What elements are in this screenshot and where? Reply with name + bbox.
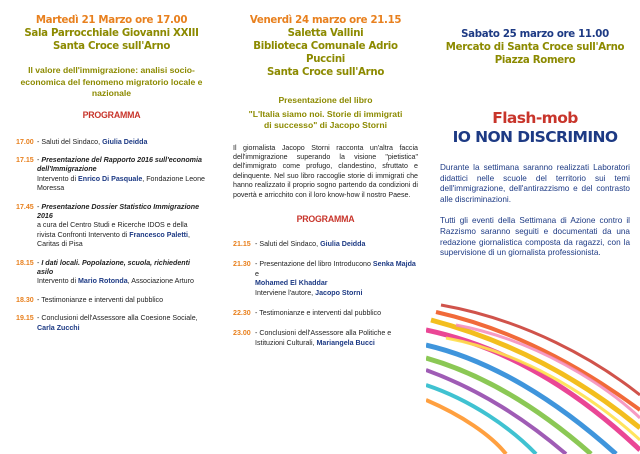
coverage-paragraph: Tutti gli eventi della Settimana di Azione contro il Razzismo saranno seguiti e documentati da una redazione giornalistica composta da ragazzi, con la supervisione di un giornalista professionista.: [440, 216, 630, 258]
programma-heading: PROGRAMMA: [82, 109, 141, 120]
event-square: Piazza Romero: [494, 55, 576, 66]
rainbow-ribbon-graphic: [426, 300, 640, 454]
event-venue-library: Biblioteca Comunale Adrio Puccini: [253, 41, 398, 65]
book-intro: Presentazione del libro: [278, 95, 373, 105]
programme-item: 19.15 - Conclusioni dell'Assessore alla Coesione Sociale, Carla Zucchi: [16, 314, 198, 332]
programme-item: 23.00 - Conclusioni dell'Assessore alla Politiche e Istituzioni Culturali, Mariangela Bucci: [233, 329, 392, 347]
event-date: Venerdì 24 marzo ore 21.15: [249, 15, 402, 26]
programme-item: 21.30 - Presentazione del libro Introducono Senka Majda e Mohamed El Khaddar Interviene l'autore, Jacopo Storni: [233, 260, 416, 297]
event-date: Martedì 21 Marzo ore 17.00: [35, 15, 188, 26]
programme-item: 22.30 - Testimonianze e interventi dal pubblico: [233, 308, 382, 317]
event-town: Santa Croce sull'Arno: [266, 67, 385, 78]
event-subtitle: Il valore dell'immigrazione: analisi socio-economica del fenomeno migratorio locale e nazionale: [20, 65, 203, 98]
workshops-paragraph: Durante la settimana saranno realizzati Laboratori didattici nelle scuole del territorio sui temi dell'immigrazione, dell'antirazzismo e del contrasto alle discriminazioni.: [440, 163, 630, 204]
column-tuesday: [0, 0, 213, 454]
programme-list: [233, 240, 418, 348]
event-venue: Mercato di Santa Croce sull'Arno: [445, 42, 625, 53]
programme-list: [16, 138, 207, 334]
programme-item: 17.00 - Saluti del Sindaco, Giulia Deidda: [16, 137, 148, 146]
flash-mob-title: Flash-mob: [492, 109, 578, 127]
programme-item: 21.15 - Saluti del Sindaco, Giulia Deidda: [233, 239, 366, 248]
event-date: Sabato 25 marzo ore 11.00: [461, 29, 609, 40]
programme-item: 18.15 - I dati locali. Popolazione, scuola, richiedenti asilo Intervento di Mario Rotonda, Associazione Arturo: [16, 258, 194, 286]
programme-item: 17.15 - Presentazione del Rapporto 2016 sull'economia dell'Immigrazione Intervento di Enrico Di Pasquale, Fondazione Leone Moressa: [16, 155, 205, 193]
programme-item: 17.45 - Presentazione Dossier Statistico Immigrazione 2016 a cura del Centro Studi e Ricerche IDOS e della rivista Confronti Intervento di Francesco Paletti, Caritas di Pisa: [16, 202, 200, 249]
programma-heading: PROGRAMMA: [296, 213, 355, 224]
book-title: "L'Italia siamo noi. Storie di immigrati di successo" di Jacopo Storni: [248, 108, 403, 130]
column-friday: [213, 0, 426, 454]
slogan: IO NON DISCRIMINO: [452, 128, 618, 146]
event-venue: Saletta Vallini: [287, 28, 364, 39]
event-town: Santa Croce sull'Arno: [52, 41, 171, 52]
event-venue: Sala Parrocchiale Giovanni XXIII: [24, 28, 199, 39]
book-description: Il giornalista Jacopo Storni racconta un'altra faccia dell'immigrazione superando la visione "pietistica" dell'immigrato come profugo, clandestino, sfruttato e delinquente. Nel suo libro raccoglie storie di immigrati che hanno realizzato il proprio sogno partendo da condizioni di povertà e arricchito con il loro know-how il nostro Paese.: [233, 143, 418, 199]
programme-item: 18.30 - Testimonianze e interventi dal pubblico: [16, 295, 164, 304]
